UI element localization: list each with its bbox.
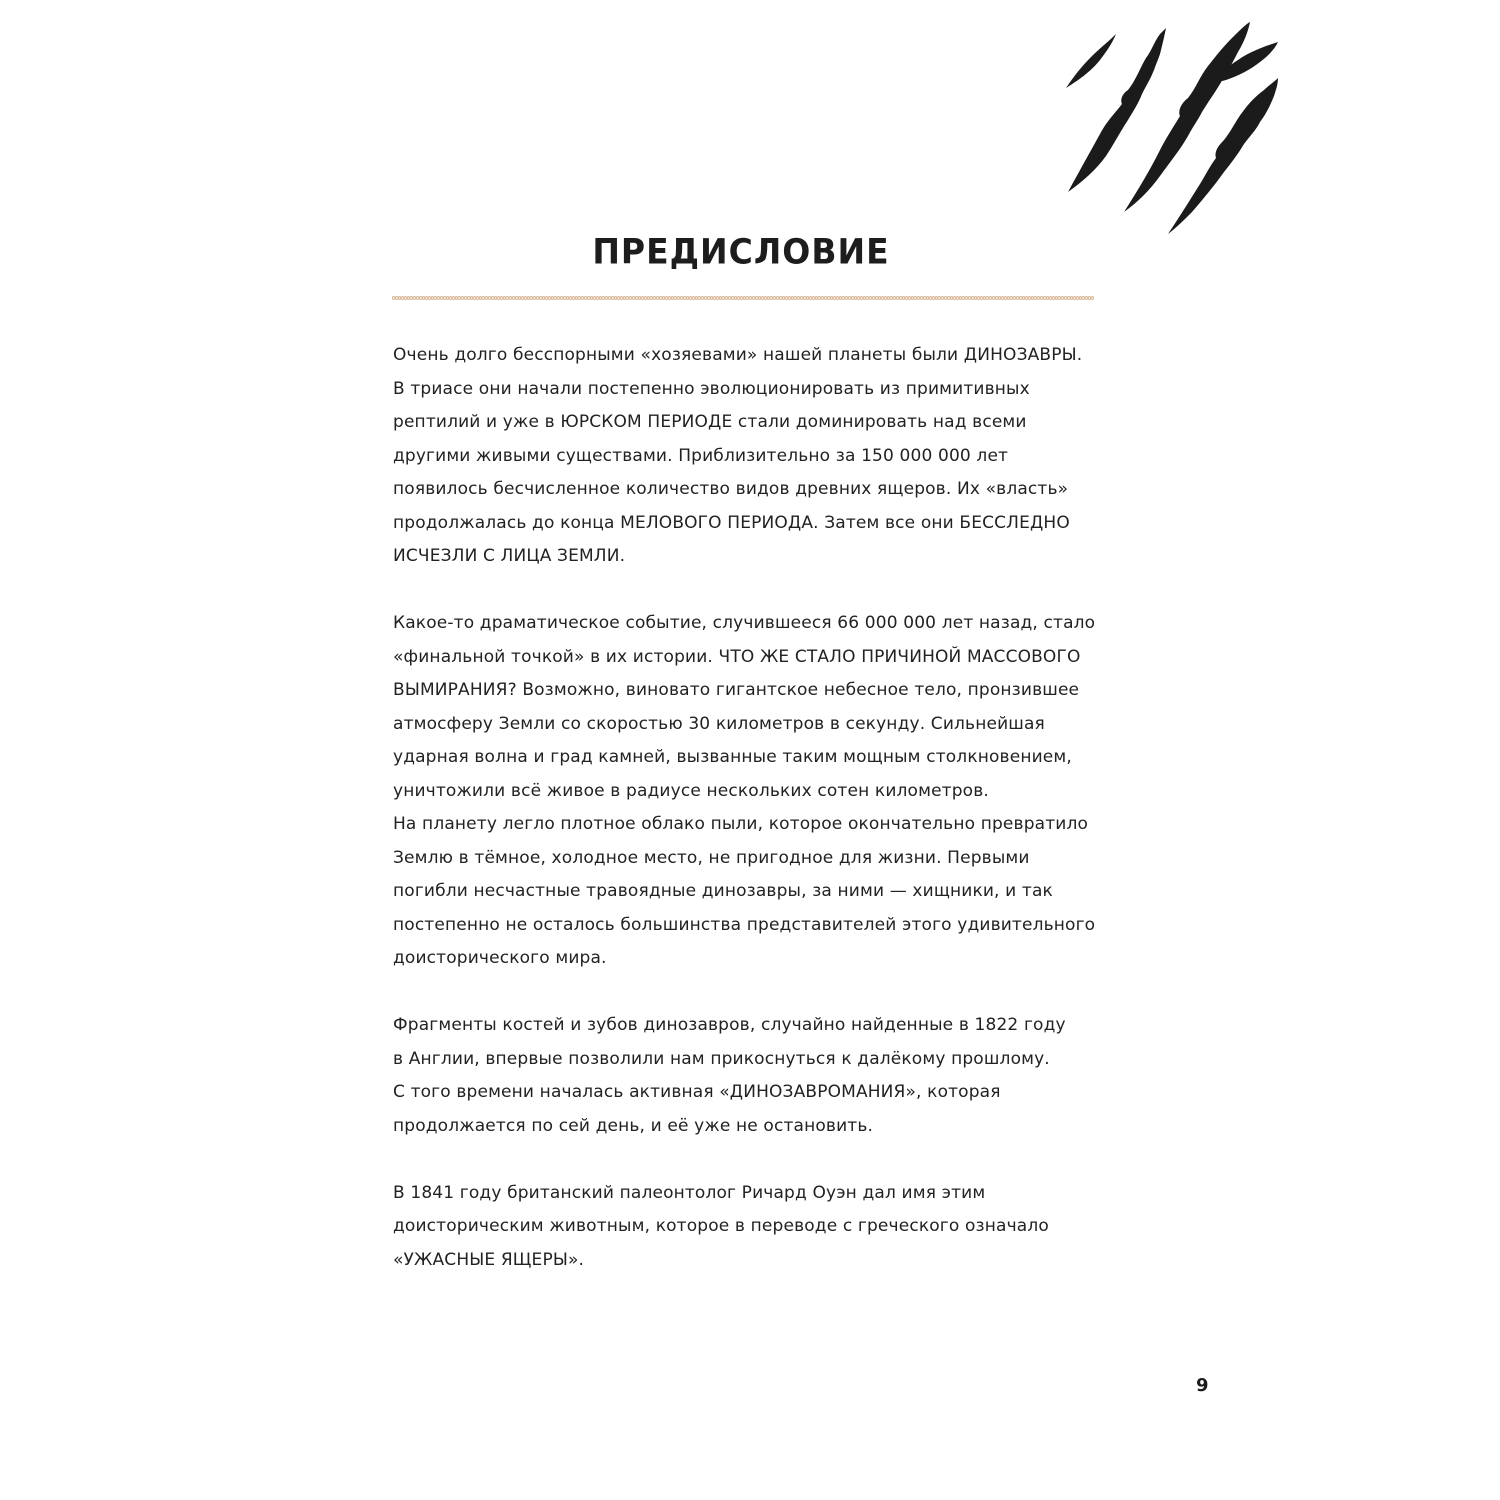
paragraph: Очень долго бесспорными «хозяевами» нашей планеты были ДИНОЗАВРЫ. В триасе они начали постепенно эволюционировать из примитивных рептилий и уже в ЮРСКОМ ПЕРИОДЕ стали доминировать над всеми другими живыми существами. Приблизительно за 150 000 000 лет появилось бесчисленное количество видов древних ящеров. Их «власть» продолжалась до конца МЕЛОВОГО ПЕРИОДА. Затем все они БЕССЛЕДНО ИСЧЕЗЛИ С ЛИЦА ЗЕМЛИ. <box>393 345 1083 566</box>
paragraph: Какое-то драматическое событие, случившееся 66 000 000 лет назад, стало «финальной точкой» в их истории. ЧТО ЖЕ СТАЛО ПРИЧИНОЙ МАССОВОГО ВЫМИРАНИЯ? Возможно, виновато гигантское небесное тело, пронзившее атмосферу Земли со скоростью 30 километров в секунду. Сильнейшая ударная волна и град камней, вызванные таким мощным столкновением, уничтожили всё живое в радиусе нескольких сотен километров. На планету легло плотное облако пыли, которое окончательно превратило Землю в тёмное, холодное место, не пригодное для жизни. Первыми погибли несчастные травоядные динозавры, за ними — хищники, и так постепенно не осталось большинства представителей этого удивительного доисторического мира. <box>393 613 1096 968</box>
page-number: 9 <box>1196 1375 1209 1396</box>
claw-scratch-icon <box>1060 20 1290 240</box>
paragraph: В 1841 году британский палеонтолог Ричард Оуэн дал имя этим доисторическим животным, которое в переводе с греческого означало «УЖАСНЫЕ ЯЩЕРЫ». <box>393 1182 1049 1270</box>
preface-body <box>393 339 1113 1311</box>
page-title: ПРЕДИСЛОВИЕ <box>592 231 890 272</box>
ornamental-divider <box>392 292 1094 304</box>
paragraph: Фрагменты костей и зубов динозавров, случайно найденные в 1822 году в Англии, впервые позволили нам прикоснуться к далёкому прошлому. С того времени началась активная «ДИНОЗАВРОМАНИЯ», которая продолжается по сей день, и её уже не остановить. <box>393 1015 1066 1136</box>
